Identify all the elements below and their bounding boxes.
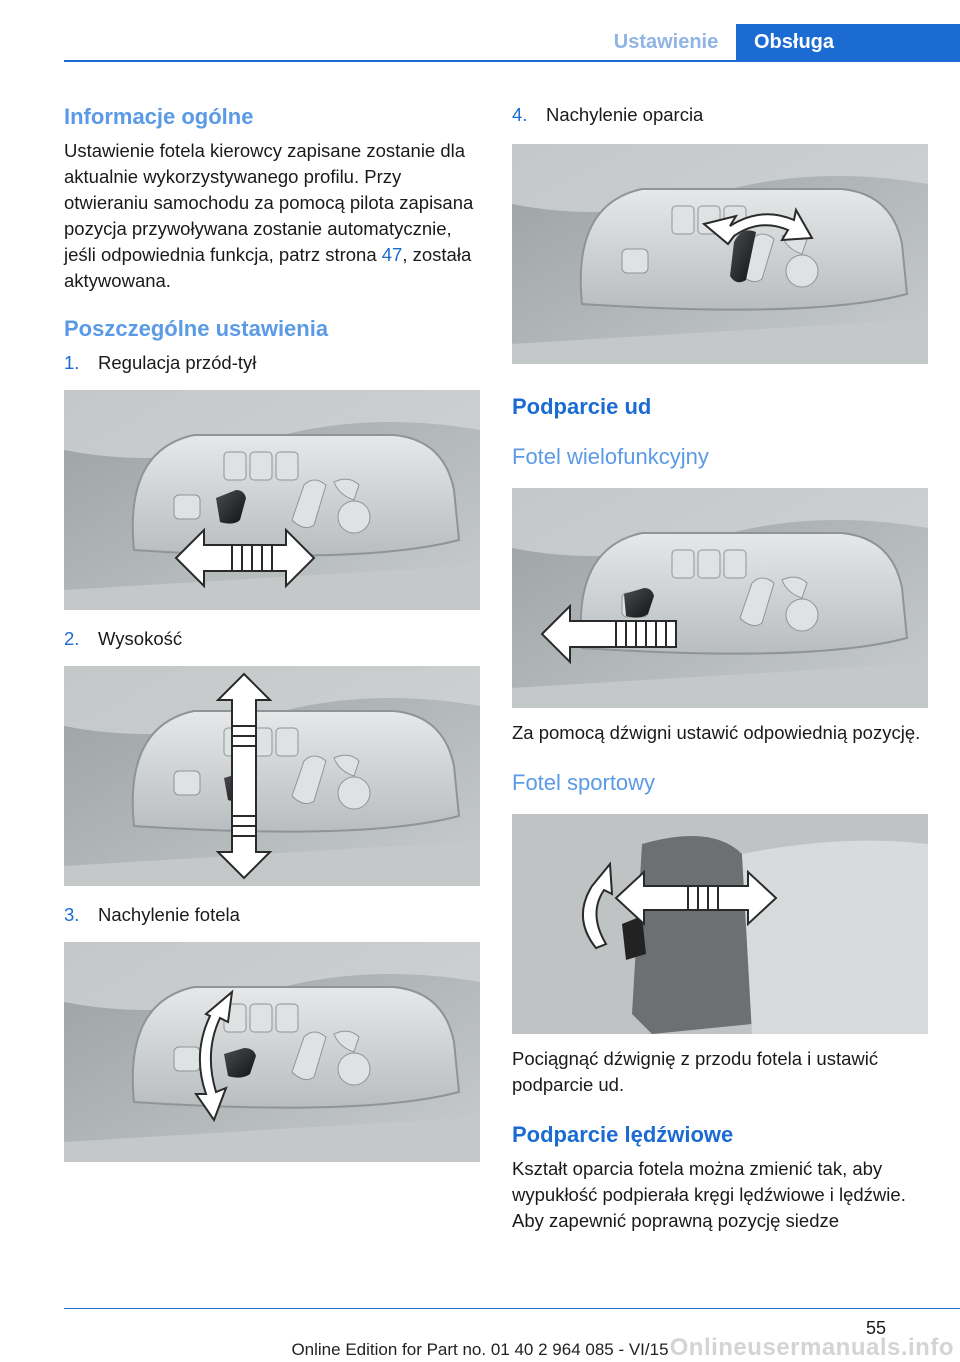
seat-tilt-image: [64, 942, 480, 1162]
header-chapter-tab[interactable]: Obsługa: [736, 24, 960, 61]
thigh-support-heading: Podparcie ud: [512, 394, 652, 419]
page-number: 55: [865, 1318, 886, 1338]
list-item: 3. Nachylenie fotela: [64, 904, 240, 925]
general-info-paragraph: Ustawienie fotela kierowcy zapisane zostanie dla aktualnie wykorzystywanego profilu. Przy otwieraniu samochodu za pomocą pilota zapisana pozycja przywoływana zostanie automatycznie, jeśli odpowiednia funkcja, patrz strona 47, została aktywowana.: [64, 140, 474, 291]
header-rule: [64, 60, 960, 62]
multifunction-text: Za pomocą dźwigni ustawić odpowiednią pozycję.: [512, 722, 921, 743]
seat-height-image: [64, 666, 480, 886]
list-item: 4. Nachylenie oparcia: [512, 104, 704, 125]
settings-heading: Poszczególne ustawienia: [64, 316, 329, 341]
sport-seat-text: Pociągnąć dźwignię z przodu fotela i ustawić podparcie ud.: [512, 1048, 879, 1095]
right-column: [512, 100, 928, 1234]
watermark: Onlineusermanuals.info: [669, 1334, 954, 1361]
left-column: [64, 100, 480, 1162]
sport-seat-thigh-image: [512, 814, 928, 1034]
list-item: 2. Wysokość: [64, 628, 183, 649]
list-item: 1. Regulacja przód-tył: [64, 352, 257, 373]
general-info-heading: Informacje ogólne: [64, 104, 254, 129]
multifunction-thigh-image: [512, 488, 928, 708]
sport-seat-heading: Fotel sportowy: [512, 770, 656, 795]
seat-forward-back-image: [64, 390, 480, 610]
lumbar-support-text: Kształt oparcia fotela można zmienić tak, aby wypukłość podpierała kręgi lędźwiowe i lędźwie. Aby zapewnić poprawną pozycję siedze: [512, 1158, 906, 1231]
multifunction-seat-heading: Fotel wielofunkcyjny: [512, 444, 709, 469]
backrest-tilt-image: [512, 144, 928, 364]
lumbar-support-heading: Podparcie lędźwiowe: [512, 1122, 734, 1147]
edition-text: Online Edition for Part no. 01 40 2 964 085 - VI/15: [291, 1340, 669, 1359]
header-section-tab[interactable]: Ustawienie: [613, 31, 719, 53]
footer-rule: [64, 1308, 960, 1309]
page-link[interactable]: 47: [381, 244, 403, 265]
